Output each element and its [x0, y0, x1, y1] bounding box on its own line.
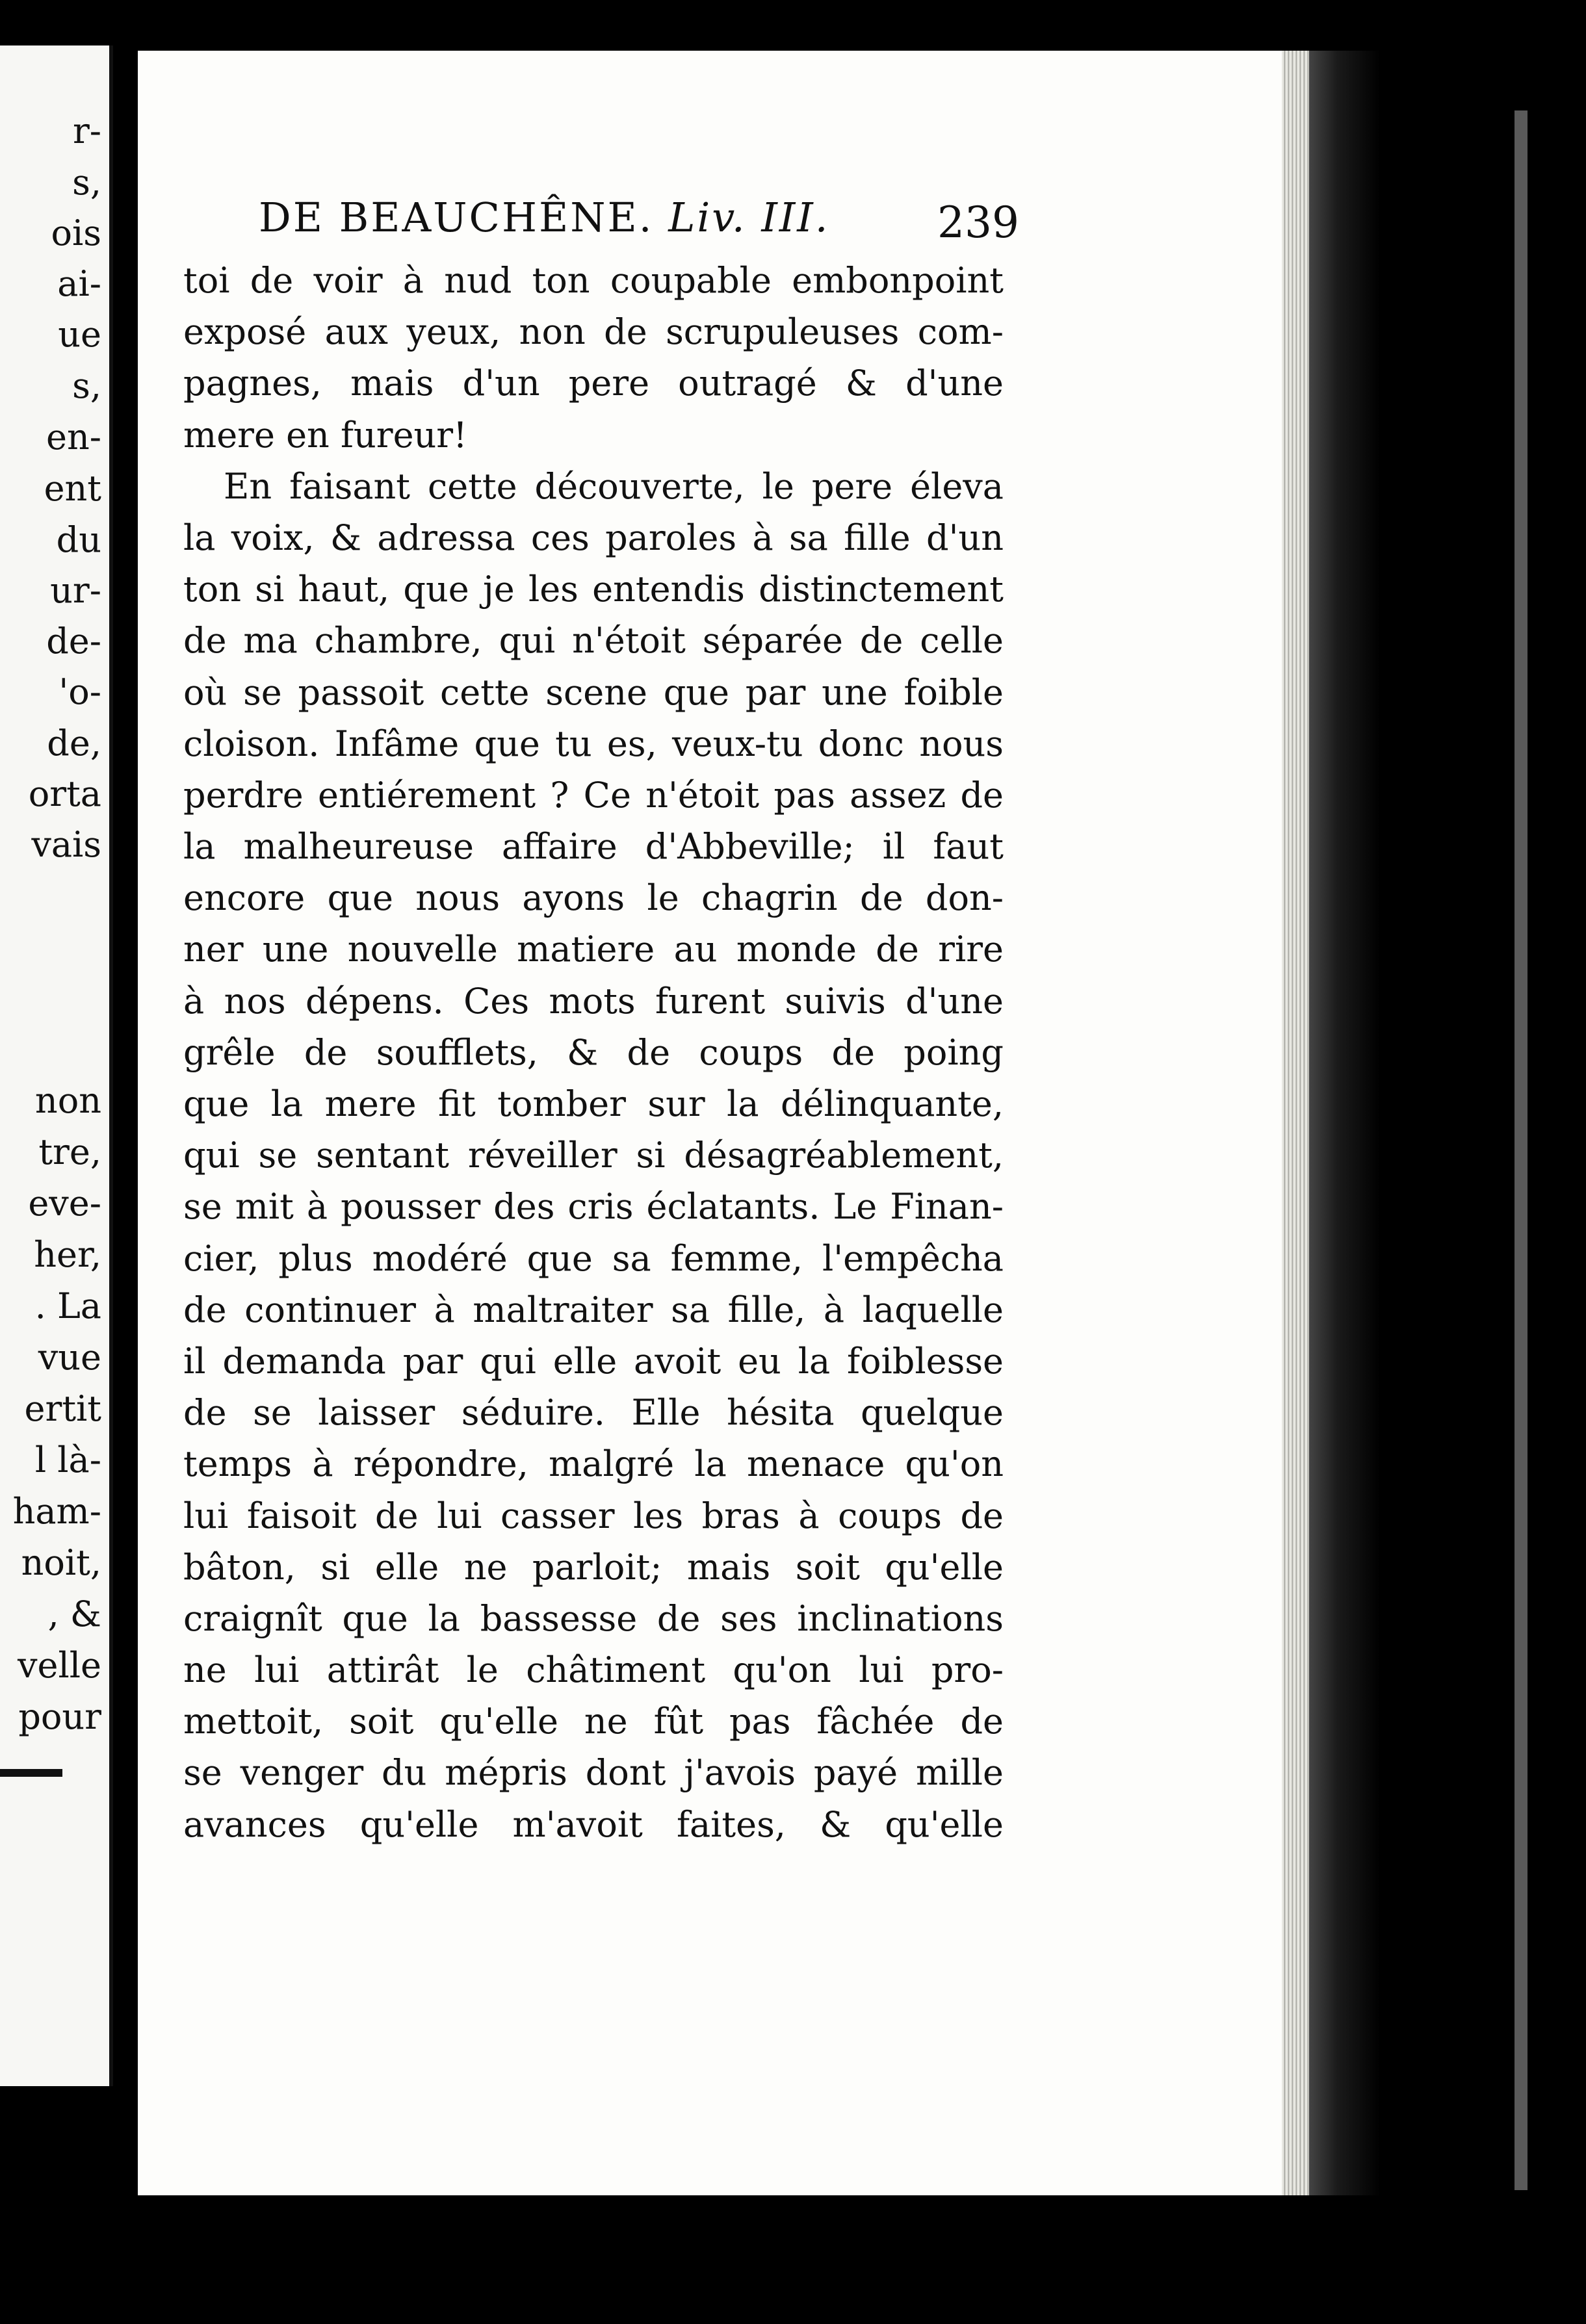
text-line: perdre entiérement ? Ce n'étoit pas assez de: [183, 774, 1004, 816]
text-line: ner une nouvelle matiere au monde de rire: [183, 929, 1004, 970]
text-line: la voix, & adressa ces paroles à sa fille d'un: [183, 517, 1004, 558]
body-text: [183, 255, 1004, 1850]
book-edge-shadow: [1309, 51, 1381, 2195]
left-page-fragment: s,: [72, 162, 101, 203]
left-page-fragment: ham-: [12, 1491, 101, 1532]
text-line: craignît que la bassesse de ses inclinations: [183, 1597, 1004, 1639]
left-page-fragment: en-: [46, 417, 101, 458]
text-line: pagnes, mais d'un pere outragé & d'une: [183, 363, 1004, 404]
left-page-fragment: ertit: [24, 1388, 101, 1429]
left-page-fragment: ent: [44, 468, 101, 509]
text-line: ton si haut, que je les entendis distinctement: [183, 569, 1004, 610]
left-page-rule: [0, 1769, 62, 1777]
page-number: 239: [937, 198, 1019, 248]
left-page-fragment: ur-: [50, 570, 101, 611]
text-line: cloison. Infâme que tu es, veux-tu donc nous: [183, 723, 1004, 764]
text-line: se mit à pousser des cris éclatants. Le Finan-: [183, 1186, 1004, 1228]
text-line: exposé aux yeux, non de scrupuleuses com-: [183, 311, 1004, 353]
text-line: la malheureuse affaire d'Abbeville; il faut: [183, 826, 1004, 868]
left-page-fragment: orta: [28, 773, 101, 814]
text-line: cier, plus modéré que sa femme, l'empêcha: [183, 1237, 1004, 1279]
text-line: de continuer à maltraiter sa fille, à laquelle: [183, 1289, 1004, 1330]
text-line: En faisant cette découverte, le pere éleva: [224, 465, 1004, 507]
text-line: où se passoit cette scene que par une foible: [183, 671, 1004, 713]
text-line: ne lui attirât le châtiment qu'on lui pro-: [183, 1649, 1004, 1691]
text-line: que la mere fit tomber sur la délinquante,: [183, 1083, 1004, 1124]
left-page-fragment: du: [56, 519, 101, 560]
text-line: encore que nous ayons le chagrin de don-: [183, 877, 1004, 919]
book-cover-edge: [1514, 110, 1528, 2190]
text-line: de se laisser séduire. Elle hésita quelque: [183, 1392, 1004, 1434]
text-line: grêle de soufflets, & de coups de poing: [183, 1031, 1004, 1073]
text-line: se venger du mépris dont j'avois payé mille: [183, 1752, 1004, 1794]
left-page-fragment: ai-: [57, 263, 101, 304]
left-page-fragment: r-: [72, 110, 101, 151]
running-head-book: Liv. III.: [668, 194, 830, 241]
text-line: mettoit, soit qu'elle ne fût pas fâchée de: [183, 1701, 1004, 1742]
left-page-fragment: tre,: [38, 1131, 101, 1172]
running-head: [259, 194, 830, 241]
left-page-fragment: de,: [47, 723, 101, 764]
left-page-fragment: pour: [18, 1696, 101, 1737]
left-page-fragment: vais: [31, 824, 101, 865]
left-page-fragment: , &: [47, 1594, 101, 1634]
left-page-fragment: s,: [72, 365, 101, 406]
text-line: bâton, si elle ne parloit; mais soit qu'elle: [183, 1546, 1004, 1588]
text-line: lui faisoit de lui casser les bras à coups de: [183, 1495, 1004, 1536]
running-head-title: DE BEAUCHÊNE.: [259, 194, 654, 241]
text-line: il demanda par qui elle avoit eu la foiblesse: [183, 1340, 1004, 1382]
left-page-fragment: ois: [51, 213, 101, 253]
left-page-fragment: de-: [46, 621, 101, 662]
page-header: [259, 194, 1019, 252]
left-page-fragment: . La: [34, 1285, 101, 1326]
left-page-fragment: ue: [58, 314, 101, 355]
left-page-fragment: 'o-: [58, 671, 101, 712]
text-line: temps à répondre, malgré la menace qu'on: [183, 1443, 1004, 1485]
text-line: de ma chambre, qui n'étoit séparée de celle: [183, 620, 1004, 662]
text-line: toi de voir à nud ton coupable embonpoint: [183, 260, 1004, 301]
left-page-fragment: her,: [34, 1234, 101, 1275]
text-line: qui se sentant réveiller si désagréablement,: [183, 1135, 1004, 1176]
left-page-fragment: vue: [38, 1337, 101, 1378]
left-page-fragment: noit,: [21, 1542, 101, 1583]
left-page-fragment: non: [34, 1080, 101, 1121]
left-facing-page: [0, 45, 113, 2086]
left-page-fragment: velle: [18, 1645, 101, 1686]
left-page-fragment: l là-: [34, 1440, 101, 1480]
page-edges: [1282, 51, 1309, 2195]
text-line: avances qu'elle m'avoit faites, & qu'elle: [183, 1803, 1004, 1845]
text-line: mere en fureur!: [183, 414, 467, 456]
text-line: à nos dépens. Ces mots furent suivis d'une: [183, 980, 1004, 1022]
left-page-fragment: eve-: [28, 1183, 101, 1224]
